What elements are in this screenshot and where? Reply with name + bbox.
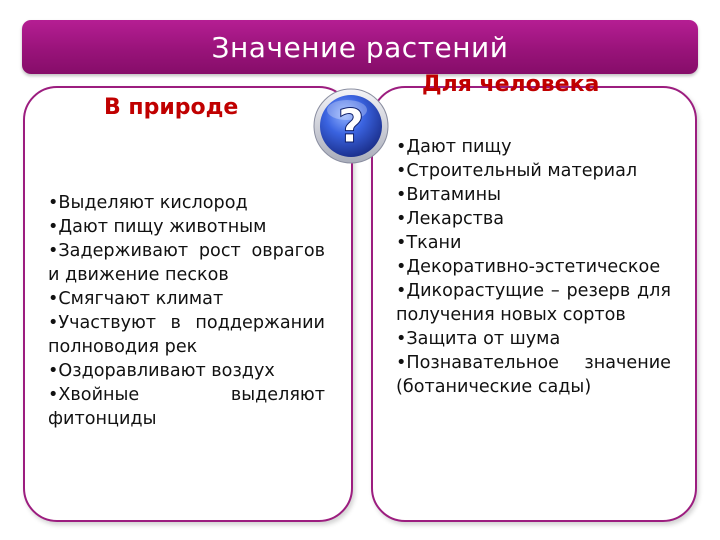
list-item: •Смягчают климат bbox=[48, 289, 224, 309]
list-item: •Задерживают рост оврагов и движение песков bbox=[48, 241, 325, 285]
nature-list bbox=[48, 191, 325, 431]
nature-heading: В природе bbox=[104, 95, 239, 120]
question-mark-icon bbox=[311, 86, 391, 166]
list-item: •Познавательное значение (ботанические сады) bbox=[396, 353, 671, 397]
list-item: •Участвуют в поддержании полноводия рек bbox=[48, 313, 325, 357]
list-item: •Строительный материал bbox=[396, 161, 638, 181]
list-item: •Декоративно-эстетическое bbox=[396, 257, 661, 277]
human-heading: Для человека bbox=[422, 72, 600, 97]
page-title: Значение растений bbox=[211, 30, 509, 64]
list-item: •Дают пищу животным bbox=[48, 217, 267, 237]
human-list bbox=[396, 135, 671, 399]
list-item: •Ткани bbox=[396, 233, 462, 253]
list-item: •Оздоравливают воздух bbox=[48, 361, 275, 381]
list-item: •Защита от шума bbox=[396, 329, 561, 349]
list-item: •Витамины bbox=[396, 185, 502, 205]
list-item: •Хвойные выделяют фитонциды bbox=[48, 385, 325, 429]
list-item: •Выделяют кислород bbox=[48, 193, 248, 213]
title-banner bbox=[22, 20, 698, 74]
svg-text:?: ? bbox=[337, 99, 365, 153]
list-item: •Дикорастущие – резерв для получения новых сортов bbox=[396, 281, 671, 325]
list-item: •Лекарства bbox=[396, 209, 505, 229]
list-item: •Дают пищу bbox=[396, 137, 512, 157]
